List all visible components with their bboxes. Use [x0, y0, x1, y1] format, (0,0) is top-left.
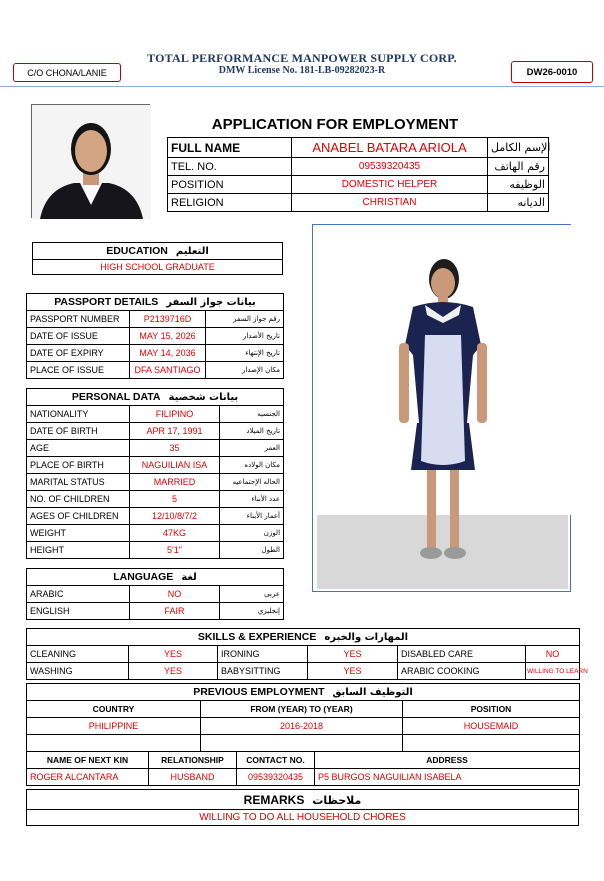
tel-arabic: رقم الهاتف — [488, 158, 549, 176]
table-row — [27, 569, 284, 586]
table-row — [27, 586, 284, 603]
issue-date-value: MAY 15, 2026 — [130, 328, 206, 345]
position-label: POSITION — [168, 176, 292, 194]
table-row — [27, 752, 580, 769]
ironing-label: IRONING — [218, 646, 308, 663]
washing-label: WASHING — [27, 663, 129, 680]
education-title: EDUCATION التعليم — [33, 243, 283, 260]
table-row — [27, 646, 580, 663]
table-row — [27, 345, 284, 362]
marital-status-arabic: الحاله الإجتماعيه — [220, 474, 284, 491]
language-table — [26, 568, 284, 620]
expiry-date-value: MAY 14, 2036 — [130, 345, 206, 362]
table-row — [168, 176, 549, 194]
table-row — [27, 542, 284, 559]
applicant-headshot — [31, 104, 150, 218]
height-arabic: الطول — [220, 542, 284, 559]
disabled-care-value: NO — [526, 646, 580, 663]
passport-number-label: PASSPORT NUMBER — [27, 311, 130, 328]
kin-name: ROGER ALCANTARA — [27, 769, 149, 786]
kin-relationship: HUSBAND — [149, 769, 237, 786]
nationality-value: FILIPINO — [130, 406, 220, 423]
weight-value: 47KG — [130, 525, 220, 542]
personal-data-table — [26, 388, 284, 559]
table-row — [27, 474, 284, 491]
passport-title: PASSPORT DETAILS بيانات جواز السفر — [27, 294, 284, 311]
remarks-title: REMARKS ملاحظات — [27, 790, 579, 810]
position-value: DOMESTIC HELPER — [292, 176, 488, 194]
previous-employment-table — [26, 683, 580, 752]
table-row — [27, 362, 284, 379]
employment-country — [27, 735, 201, 752]
place-of-issue-arabic: مكان الإصدار — [206, 362, 284, 379]
table-row — [27, 423, 284, 440]
children-count-arabic: عدد الأبناء — [220, 491, 284, 508]
english-arabic: إنجليزي — [220, 603, 284, 620]
company-name: TOTAL PERFORMANCE MANPOWER SUPPLY CORP. — [147, 51, 457, 65]
table-row — [27, 491, 284, 508]
table-row — [27, 684, 580, 701]
table-row — [27, 810, 579, 826]
kin-address: P5 BURGOS NAGUILIAN ISABELA — [315, 769, 580, 786]
previous-employment-title: PREVIOUS EMPLOYMENT التوظيف السابق — [27, 684, 580, 701]
applicant-full-body-photo — [312, 224, 571, 592]
birth-date-label: DATE OF BIRTH — [27, 423, 130, 440]
birth-place-label: PLACE OF BIRTH — [27, 457, 130, 474]
issue-date-arabic: تاريخ الأصدار — [206, 328, 284, 345]
table-row — [27, 440, 284, 457]
employment-position — [403, 735, 580, 752]
table-row — [27, 663, 580, 680]
children-count-value: 5 — [130, 491, 220, 508]
weight-arabic: الوزن — [220, 525, 284, 542]
children-ages-arabic: أعمار الأبناء — [220, 508, 284, 525]
birth-place-arabic: مكان الولاده — [220, 457, 284, 474]
place-of-issue-value: DFA SANTIAGO — [130, 362, 206, 379]
table-row — [33, 243, 283, 260]
table-row — [27, 406, 284, 423]
birth-date-arabic: تاريخ الميلاد — [220, 423, 284, 440]
employment-years — [201, 735, 403, 752]
religion-label: RELIGION — [168, 194, 292, 212]
years-header: FROM (YEAR) TO (YEAR) — [201, 701, 403, 718]
table-row — [27, 508, 284, 525]
table-row — [168, 158, 549, 176]
height-value: 5'1" — [130, 542, 220, 559]
care-of-box: C/O CHONA/LANIE — [13, 63, 121, 82]
table-row — [168, 194, 549, 212]
english-label: ENGLISH — [27, 603, 130, 620]
license-number: DMW License No. 181-LB-09282023-R — [218, 65, 386, 76]
header-divider — [0, 86, 604, 87]
kin-name-header: NAME OF NEXT KIN — [27, 752, 149, 769]
children-ages-value: 12/10/8/7/2 — [130, 508, 220, 525]
english-value: FAIR — [130, 603, 220, 620]
employment-country: PHILIPPINE — [27, 718, 201, 735]
address-header: ADDRESS — [315, 752, 580, 769]
arabic-label: ARABIC — [27, 586, 130, 603]
ironing-value: YES — [308, 646, 398, 663]
reference-code: DW26-0010 — [511, 61, 593, 83]
table-row — [27, 701, 580, 718]
employment-years: 2016-2018 — [201, 718, 403, 735]
issue-date-label: DATE OF ISSUE — [27, 328, 130, 345]
tel-label: TEL. NO. — [168, 158, 292, 176]
nationality-arabic: الجنسيه — [220, 406, 284, 423]
weight-label: WEIGHT — [27, 525, 130, 542]
table-row — [27, 629, 580, 646]
full-name-label: FULL NAME — [168, 138, 292, 158]
skills-table — [26, 628, 588, 680]
age-label: AGE — [27, 440, 130, 457]
table-row — [27, 389, 284, 406]
arabic-value: NO — [130, 586, 220, 603]
education-value: HIGH SCHOOL GRADUATE — [33, 260, 283, 275]
table-row — [27, 525, 284, 542]
place-of-issue-label: PLACE OF ISSUE — [27, 362, 130, 379]
expiry-date-arabic: تاريخ الإنتهاء — [206, 345, 284, 362]
education-table — [32, 242, 283, 275]
age-arabic: العمر — [220, 440, 284, 457]
table-row — [27, 457, 284, 474]
full-name-arabic: الإسم الكامل — [488, 138, 549, 158]
birth-date-value: APR 17, 1991 — [130, 423, 220, 440]
table-row — [27, 603, 284, 620]
babysitting-label: BABYSITTING — [218, 663, 308, 680]
children-count-label: NO. OF CHILDREN — [27, 491, 130, 508]
children-ages-label: AGES OF CHILDREN — [27, 508, 130, 525]
age-value: 35 — [130, 440, 220, 457]
babysitting-value: YES — [308, 663, 398, 680]
religion-value: CHRISTIAN — [292, 194, 488, 212]
washing-value: YES — [129, 663, 218, 680]
table-row — [27, 735, 580, 752]
main-info-table — [167, 137, 549, 212]
table-row — [27, 769, 580, 786]
religion-arabic: الديانه — [488, 194, 549, 212]
application-title: APPLICATION FOR EMPLOYMENT — [211, 116, 459, 133]
cleaning-label: CLEANING — [27, 646, 129, 663]
height-label: HEIGHT — [27, 542, 130, 559]
arabic-cooking-value: WILLING TO LEARN — [526, 663, 580, 680]
language-title: LANGUAGE لغة — [27, 569, 284, 586]
table-row — [27, 328, 284, 345]
arabic-arabic: عربى — [220, 586, 284, 603]
remarks-table — [26, 789, 579, 826]
passport-number-arabic: رقم جواز السفر — [206, 311, 284, 328]
table-row — [168, 138, 549, 158]
position-arabic: الوظيفه — [488, 176, 549, 194]
disabled-care-label: DISABLED CARE — [398, 646, 526, 663]
passport-number-value: P2139716D — [130, 311, 206, 328]
arabic-cooking-label: ARABIC COOKING — [398, 663, 526, 680]
next-of-kin-table — [26, 751, 580, 786]
country-header: COUNTRY — [27, 701, 201, 718]
passport-table — [26, 293, 284, 379]
tel-value: 09539320435 — [292, 158, 488, 176]
expiry-date-label: DATE OF EXPIRY — [27, 345, 130, 362]
table-row — [27, 294, 284, 311]
table-row — [27, 311, 284, 328]
table-row — [27, 718, 580, 735]
marital-status-label: MARITAL STATUS — [27, 474, 130, 491]
skills-title: SKILLS & EXPERIENCE المهارات والخبره — [27, 629, 580, 646]
nationality-label: NATIONALITY — [27, 406, 130, 423]
contact-header: CONTACT NO. — [237, 752, 315, 769]
table-row — [33, 260, 283, 275]
personal-data-title: PERSONAL DATA بيانات شخصية — [27, 389, 284, 406]
full-name-value: ANABEL BATARA ARIOLA — [292, 138, 488, 158]
kin-contact: 09539320435 — [237, 769, 315, 786]
marital-status-value: MARRIED — [130, 474, 220, 491]
employment-position: HOUSEMAID — [403, 718, 580, 735]
birth-place-value: NAGUILIAN ISA — [130, 457, 220, 474]
remarks-value: WILLING TO DO ALL HOUSEHOLD CHORES — [27, 810, 579, 826]
table-row — [27, 790, 579, 810]
cleaning-value: YES — [129, 646, 218, 663]
relationship-header: RELATIONSHIP — [149, 752, 237, 769]
position-header: POSITION — [403, 701, 580, 718]
